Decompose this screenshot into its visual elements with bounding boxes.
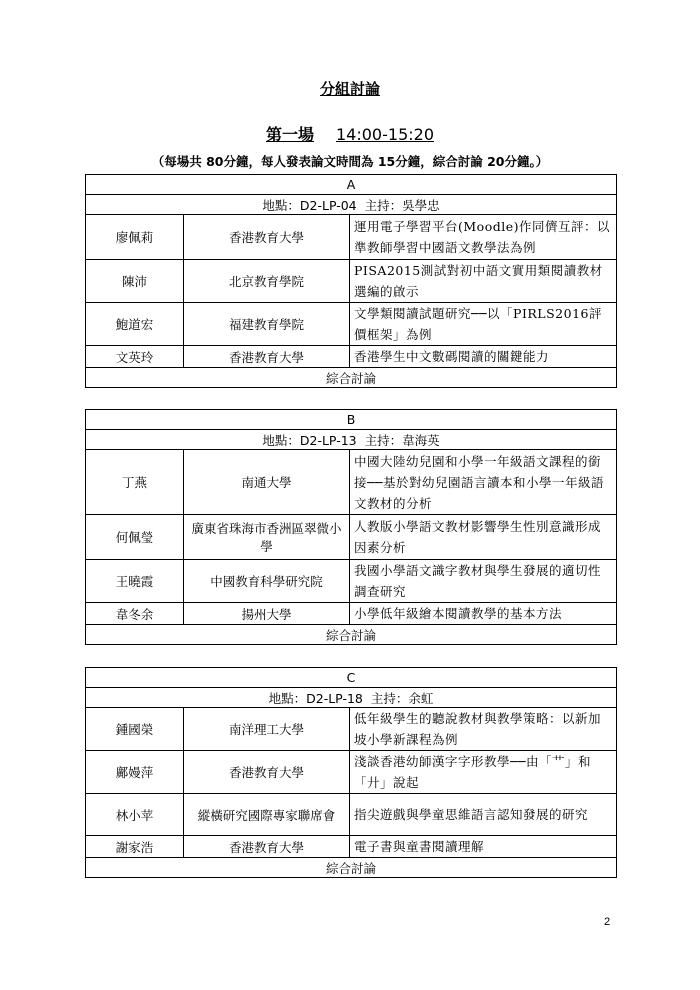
presenter-name: 鍾國榮: [86, 708, 184, 751]
presenter-name: 林小苹: [86, 794, 184, 836]
group-venue-host: [86, 195, 617, 215]
group-letter: C: [86, 668, 617, 688]
presenter-institution: 香港教育大學: [184, 215, 350, 260]
presenter-name: 韋冬余: [86, 603, 184, 625]
presenter-name: 鄺嫚萍: [86, 751, 184, 794]
paper-topic: 我國小學語文識字教材與學生發展的適切性調查研究: [350, 560, 617, 603]
paper-row: [86, 450, 617, 515]
presenter-institution: 香港教育大學: [184, 346, 350, 368]
group-table-b: [85, 409, 617, 645]
paper-topic: 人教版小學語文教材影響學生性別意識形成因素分析: [350, 515, 617, 560]
session-time: 14:00-15:20: [336, 125, 434, 144]
paper-topic: 電子書與童書閱讀理解: [350, 836, 617, 858]
group-venue-host: [86, 688, 617, 708]
presenter-name: 王曉霞: [86, 560, 184, 603]
paper-topic: 運用電子學習平台(Moodle)作同儕互評：以準教師學習中國語文教學法為例: [350, 215, 617, 260]
host-name: 余虹: [408, 690, 434, 706]
presenter-institution: 香港教育大學: [184, 836, 350, 858]
group-table-c: [85, 667, 617, 878]
paper-row: [86, 794, 617, 836]
paper-row: [86, 346, 617, 368]
host-name: 韋海英: [402, 432, 440, 448]
discussion-row: 綜合討論: [86, 858, 617, 878]
presenter-institution: 縱橫研究國際專家聯席會: [184, 794, 350, 836]
host-name: 吳學忠: [402, 197, 440, 213]
session-label: 第一場: [265, 125, 314, 144]
paper-row: [86, 303, 617, 346]
paper-topic: 文學類閱讀試題研究──以「PIRLS2016評價框架」為例: [350, 303, 617, 346]
presenter-institution: 南洋理工大學: [184, 708, 350, 751]
paper-row: [86, 708, 617, 751]
group-table-a: [85, 174, 617, 388]
presenter-name: 丁燕: [86, 450, 184, 515]
session-note: （每場共 80分鐘，每人發表論文時間為 15分鐘，綜合討論 20分鐘。）: [151, 154, 549, 169]
host-label: 主持：: [364, 197, 403, 213]
venue-code: D2-LP-13: [299, 432, 357, 448]
venue-label: 地點：: [262, 197, 300, 213]
paper-topic: 低年級學生的聽說教材與教學策略：以新加坡小學新課程為例: [350, 708, 617, 751]
session-heading: [0, 122, 700, 145]
page-title: 分組討論: [319, 80, 380, 98]
presenter-institution: 中國教育科學研究院: [184, 560, 350, 603]
paper-topic: 指尖遊戲與學童思維語言認知發展的研究: [350, 794, 617, 836]
paper-topic: 小學低年級繪本閱讀教學的基本方法: [350, 603, 617, 625]
group-venue-host: [86, 430, 617, 450]
presenter-name: 廖佩莉: [86, 215, 184, 260]
presenter-name: 何佩瑩: [86, 515, 184, 560]
host-label: 主持：: [364, 432, 403, 448]
presenter-institution: 福建教育學院: [184, 303, 350, 346]
venue-label: 地點：: [268, 690, 307, 706]
discussion-row: 綜合討論: [86, 625, 617, 645]
group-letter: B: [86, 410, 617, 430]
paper-row: [86, 836, 617, 858]
paper-row: [86, 215, 617, 260]
presenter-name: 鮑道宏: [86, 303, 184, 346]
page-number: 2: [604, 916, 611, 928]
presenter-institution: 揚州大學: [184, 603, 350, 625]
paper-row: [86, 603, 617, 625]
paper-row: [86, 560, 617, 603]
paper-row: [86, 260, 617, 303]
paper-row: [86, 515, 617, 560]
paper-topic: 中國大陸幼兒園和小學一年級語文課程的銜接──基於對幼兒園語言讀本和小學一年級語文教材的分析: [350, 450, 617, 515]
presenter-name: 文英玲: [86, 346, 184, 368]
presenter-institution: 廣東省珠海市香洲區翠微小學: [184, 515, 350, 560]
venue-code: D2-LP-18: [306, 690, 363, 706]
group-letter: A: [86, 175, 617, 195]
presenter-name: 陳沛: [86, 260, 184, 303]
paper-topic: PISA2015測試對初中語文實用類閱讀教材選編的啟示: [350, 260, 617, 303]
discussion-row: 綜合討論: [86, 368, 617, 388]
host-label: 主持：: [370, 690, 409, 706]
paper-topic: 淺談香港幼師漢字字形教學──由「艹」和「廾」說起: [350, 751, 617, 794]
presenter-institution: 南通大學: [184, 450, 350, 515]
presenter-name: 謝家浩: [86, 836, 184, 858]
presenter-institution: 香港教育大學: [184, 751, 350, 794]
venue-label: 地點：: [262, 432, 300, 448]
presenter-institution: 北京教育學院: [184, 260, 350, 303]
venue-code: D2-LP-04: [299, 197, 357, 213]
paper-topic: 香港學生中文數碼閱讀的關鍵能力: [350, 346, 617, 368]
paper-row: [86, 751, 617, 794]
